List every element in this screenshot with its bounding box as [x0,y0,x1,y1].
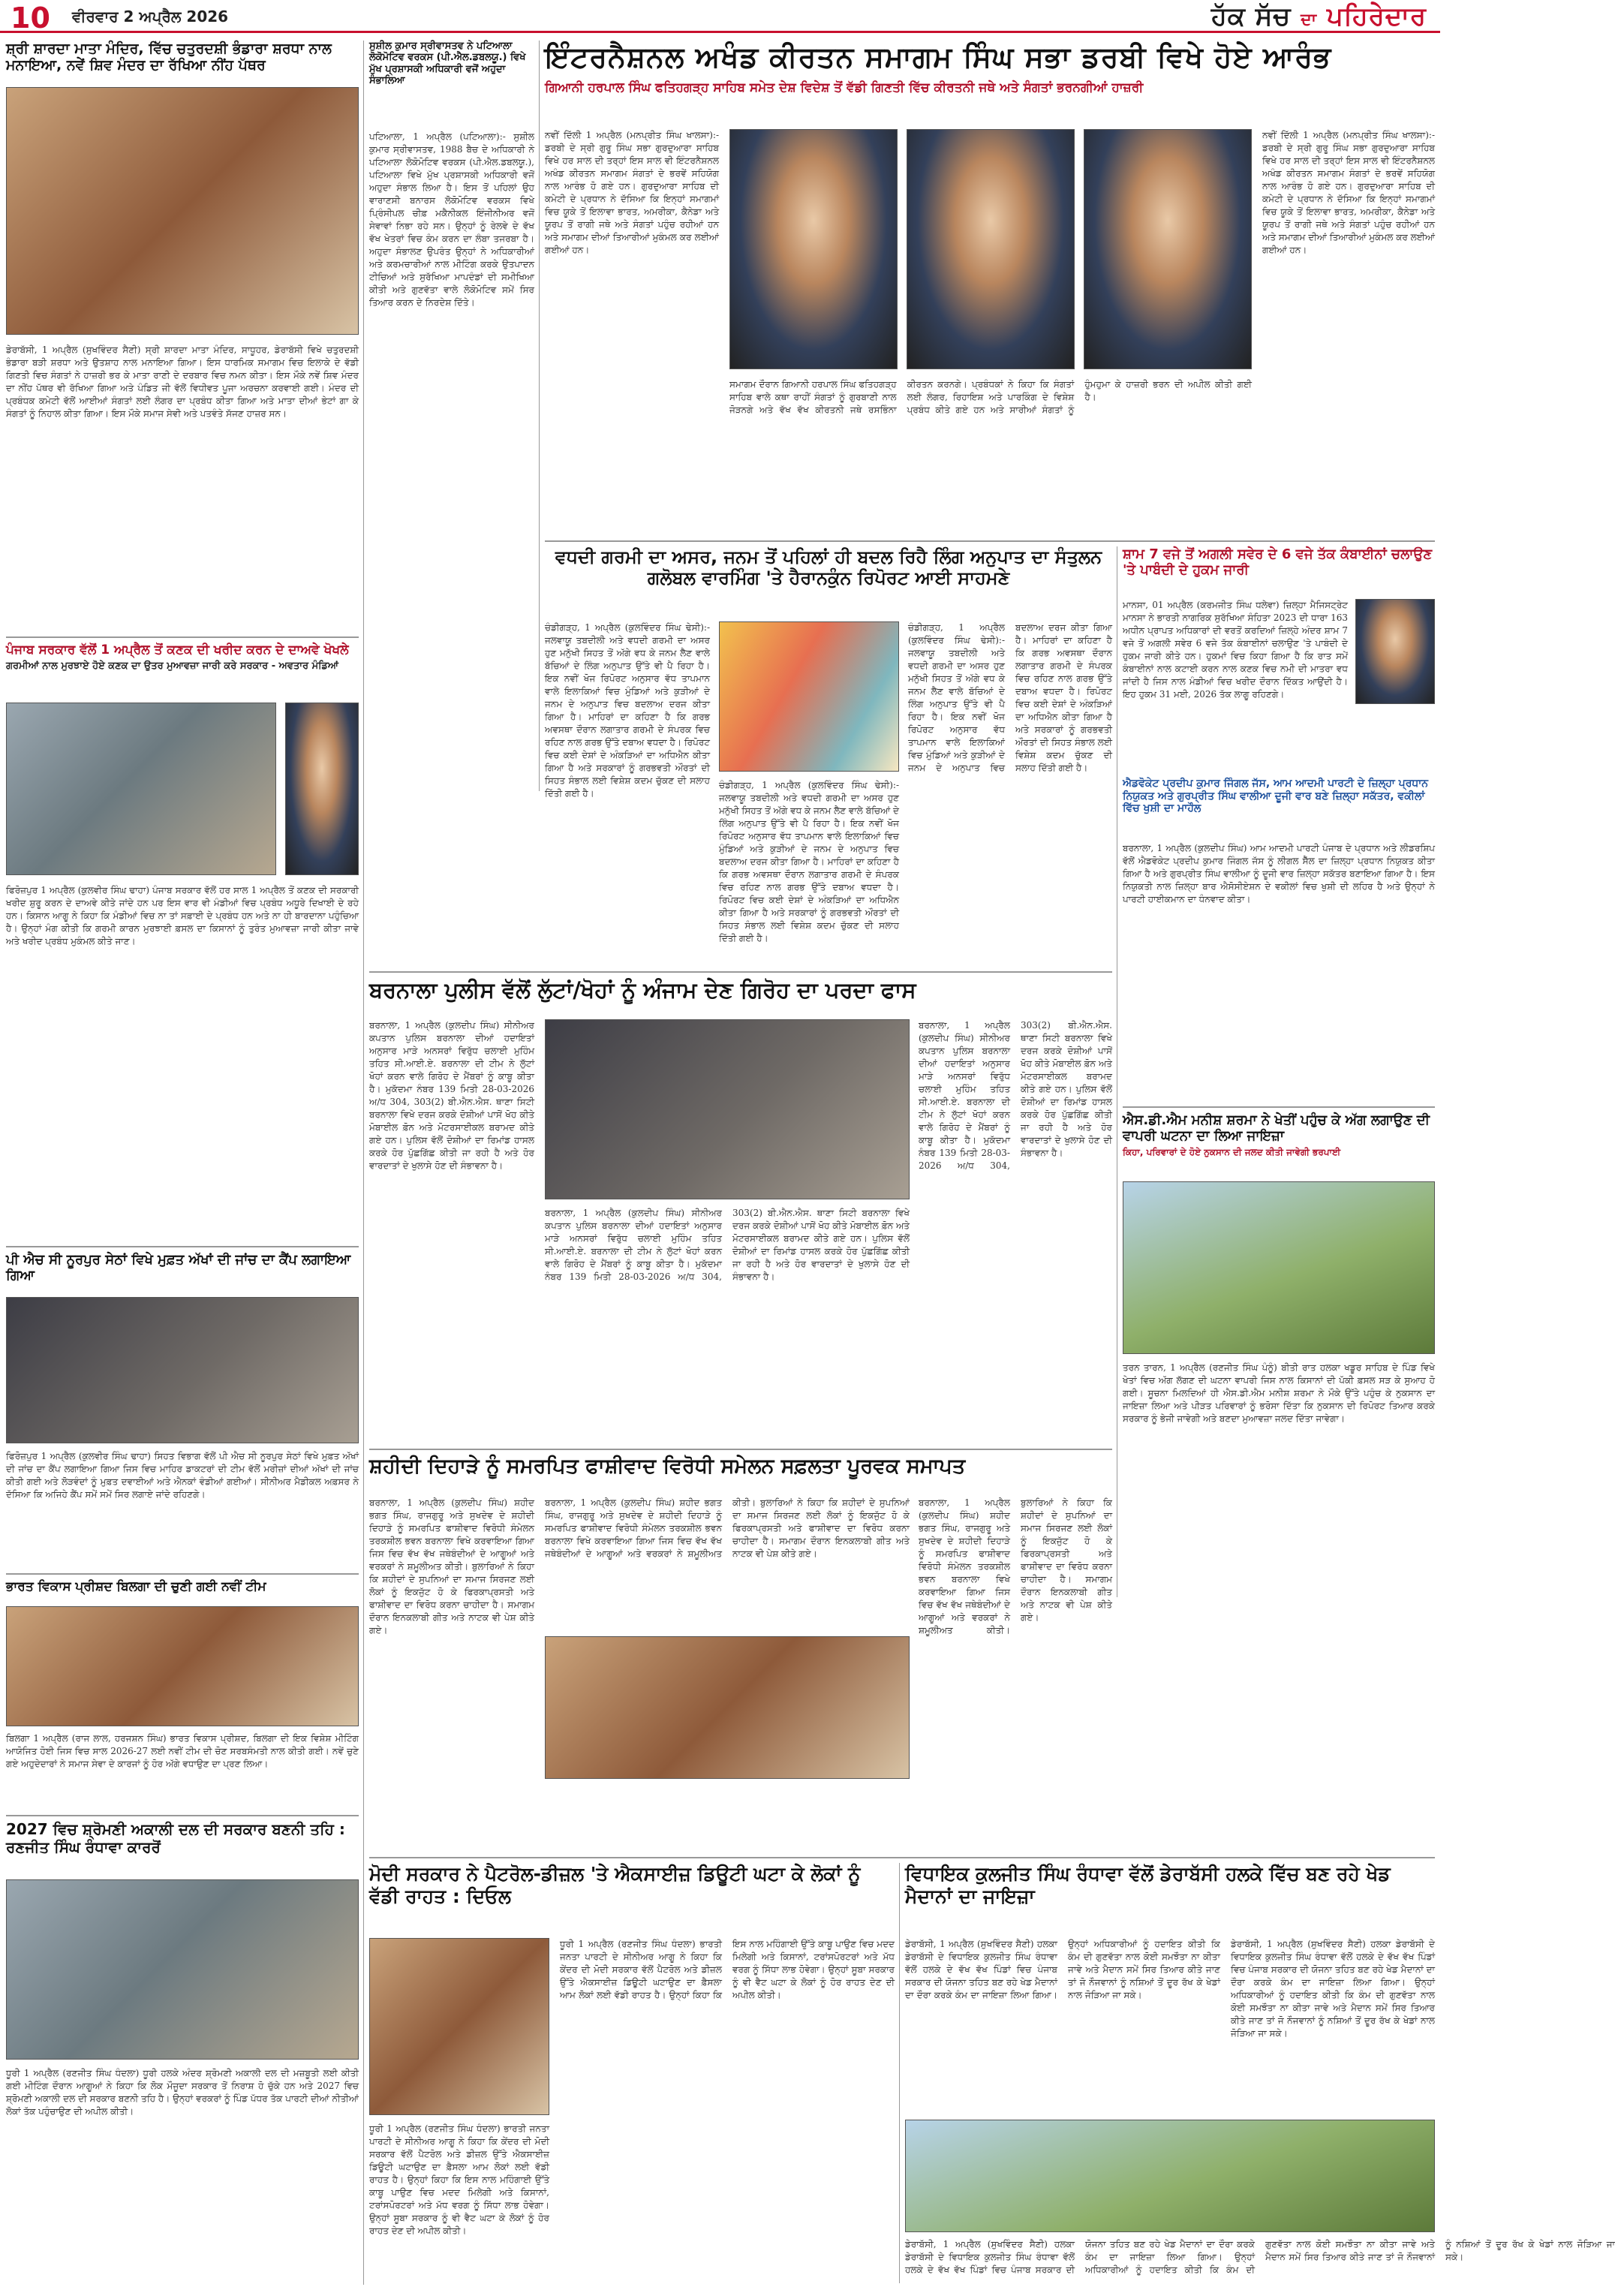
article-body: ਧੂਰੀ 1 ਅਪ੍ਰੈਲ (ਰਣਜੀਤ ਸਿੰਘ ਧੰਦਲਾ) ਧੂਰੀ ਹਲਕੇ ਅੰਦਰ ਸ਼੍ਰੋਮਣੀ ਅਕਾਲੀ ਦਲ ਦੀ ਮਜ਼ਬੂਤੀ ਲਈ ਕੀਤੀ ਗਈ ਮੀਟਿੰਗ ਦੌਰਾਨ ਆਗੂਆਂ ਨੇ ਕਿਹਾ ਕਿ ਲੋਕ ਮੌਜੂਦਾ ਸਰਕਾਰ ਤੋਂ ਨਿਰਾਸ਼ ਹੋ ਚੁੱਕੇ ਹਨ ਅਤੇ 2027 ਵਿਚ ਸ਼੍ਰੋਮਣੀ ਅਕਾਲੀ ਦਲ ਦੀ ਸਰਕਾਰ ਬਣਨੀ ਤਹਿ ਹੈ। ਉਨ੍ਹਾਂ ਵਰਕਰਾਂ ਨੂੰ ਪਿੰਡ ਪੱਧਰ ਤੱਕ ਪਾਰਟੀ ਦੀਆਂ ਨੀਤੀਆਂ ਲੋਕਾਂ ਤੱਕ ਪਹੁੰਚਾਉਣ ਦੀ ਅਪੀਲ ਕੀਤੀ। [6,2068,359,2117]
article-body-columns: ਚੰਡੀਗੜ੍ਹ, 1 ਅਪ੍ਰੈਲ (ਕੁਲਵਿੰਦਰ ਸਿੰਘ ਢੇਸੀ):- ਜਲਵਾਯੂ ਤਬਦੀਲੀ ਅਤੇ ਵਧਦੀ ਗਰਮੀ ਦਾ ਅਸਰ ਹੁਣ ਮਨੁੱਖੀ ਸਿਹਤ ਤੋਂ ਅੱਗੇ ਵਧ ਕੇ ਜਨਮ ਲੈਣ ਵਾਲੇ ਬੱਚਿਆਂ ਦੇ ਲਿੰਗ ਅਨੁਪਾਤ ਉੱਤੇ ਵੀ ਪੈ ਰਿਹਾ ਹੈ। ਇਕ ਨਵੀਂ ਖੋਜ ਰਿਪੋਰਟ ਅਨੁਸਾਰ ਵੱਧ ਤਾਪਮਾਨ ਵਾਲੇ ਇਲਾਕਿਆਂ ਵਿਚ ਮੁੰਡਿਆਂ ਅਤੇ ਕੁੜੀਆਂ ਦੇ ਜਨਮ ਦੇ ਅਨੁਪਾਤ ਵਿਚ ਬਦਲਾਅ ਦਰਜ ਕੀਤਾ ਗਿਆ ਹੈ। ਮਾਹਿਰਾਂ ਦਾ ਕਹਿਣਾ ਹੈ ਕਿ ਗਰਭ ਅਵਸਥਾ ਦੌਰਾਨ ਲਗਾਤਾਰ ਗਰਮੀ ਦੇ ਸੰਪਰਕ ਵਿਚ ਰਹਿਣ ਨਾਲ ਗਰਭ ਉੱਤੇ ਦਬਾਅ ਵਧਦਾ ਹੈ। ਰਿਪੋਰਟ ਵਿਚ ਕਈ ਦੇਸ਼ਾਂ ਦੇ ਅੰਕੜਿਆਂ ਦਾ ਅਧਿਐਨ ਕੀਤਾ ਗਿਆ ਹੈ ਅਤੇ ਸਰਕਾਰਾਂ ਨੂੰ ਗਰਭਵਤੀ ਔਰਤਾਂ ਦੀ ਸਿਹਤ ਸੰਭਾਲ ਲਈ ਵਿਸ਼ੇਸ਼ ਕਦਮ ਚੁੱਕਣ ਦੀ ਸਲਾਹ ਦਿੱਤੀ ਗਈ ਹੈ। [908,622,1112,773]
article-body: ਡੇਰਾਬੱਸੀ, 1 ਅਪ੍ਰੈਲ (ਸੁਖਵਿੰਦਰ ਸੈਣੀ) ਹਲਕਾ ਡੇਰਾਬੱਸੀ ਦੇ ਵਿਧਾਇਕ ਕੁਲਜੀਤ ਸਿੰਘ ਰੰਧਾਵਾ ਵੱਲੋਂ ਹਲਕੇ ਦੇ ਵੱਖ ਵੱਖ ਪਿੰਡਾਂ ਵਿਚ ਪੰਜਾਬ ਸਰਕਾਰ ਦੀ ਯੋਜਨਾ ਤਹਿਤ ਬਣ ਰਹੇ ਖੇਡ ਮੈਦਾਨਾਂ ਦਾ ਦੌਰਾ ਕਰਕੇ ਕੰਮ ਦਾ ਜਾਇਜ਼ਾ ਲਿਆ ਗਿਆ। ਉਨ੍ਹਾਂ ਅਧਿਕਾਰੀਆਂ ਨੂੰ ਹਦਾਇਤ ਕੀਤੀ ਕਿ ਕੰਮ ਦੀ ਗੁਣਵੱਤਾ ਨਾਲ ਕੋਈ ਸਮਝੌਤਾ ਨਾ ਕੀਤਾ ਜਾਵੇ ਅਤੇ ਮੈਦਾਨ ਸਮੇਂ ਸਿਰ ਤਿਆਰ ਕੀਤੇ ਜਾਣ ਤਾਂ ਜੋ ਨੌਜਵਾਨਾਂ ਨੂੰ ਨਸ਼ਿਆਂ ਤੋਂ ਦੂਰ ਰੱਖ ਕੇ ਖੇਡਾਂ ਨਾਲ ਜੋੜਿਆ ਜਾ ਸਕੇ। [905,1939,1220,2000]
article-sushil [369,41,534,941]
article-anti-fascism [369,1455,1112,1852]
headline: ਮੋਦੀ ਸਰਕਾਰ ਨੇ ਪੈਟਰੋਲ-ਡੀਜ਼ਲ 'ਤੇ ਐਕਸਾਈਜ਼ ਡਿਊਟੀ ਘਟਾ ਕੇ ਲੋਕਾਂ ਨੂੰ ਵੱਡੀ ਰਾਹਤ : ਦਿਓਲ [369,1863,861,1907]
article-body-columns: ਬਰਨਾਲਾ, 1 ਅਪ੍ਰੈਲ (ਕੁਲਦੀਪ ਸਿੰਘ) ਸ਼ਹੀਦ ਭਗਤ ਸਿੰਘ, ਰਾਜਗੁਰੂ ਅਤੇ ਸੁਖਦੇਵ ਦੇ ਸ਼ਹੀਦੀ ਦਿਹਾੜੇ ਨੂੰ ਸਮਰਪਿਤ ਫਾਸ਼ੀਵਾਦ ਵਿਰੋਧੀ ਸੰਮੇਲਨ ਤਰਕਸ਼ੀਲ ਭਵਨ ਬਰਨਾਲਾ ਵਿਖੇ ਕਰਵਾਇਆ ਗਿਆ ਜਿਸ ਵਿਚ ਵੱਖ ਵੱਖ ਜਥੇਬੰਦੀਆਂ ਦੇ ਆਗੂਆਂ ਅਤੇ ਵਰਕਰਾਂ ਨੇ ਸ਼ਮੂਲੀਅਤ ਕੀਤੀ। ਬੁਲਾਰਿਆਂ ਨੇ ਕਿਹਾ ਕਿ ਸ਼ਹੀਦਾਂ ਦੇ ਸੁਪਨਿਆਂ ਦਾ ਸਮਾਜ ਸਿਰਜਣ ਲਈ ਲੋਕਾਂ ਨੂੰ ਇਕਜੁੱਟ ਹੋ ਕੇ ਫਿਰਕਾਪ੍ਰਸਤੀ ਅਤੇ ਫਾਸ਼ੀਵਾਦ ਦਾ ਵਿਰੋਧ ਕਰਨਾ ਚਾਹੀਦਾ ਹੈ। ਸਮਾਗਮ ਦੌਰਾਨ ਇਨਕਲਾਬੀ ਗੀਤ ਅਤੇ ਨਾਟਕ ਵੀ ਪੇਸ਼ ਕੀਤੇ ਗਏ। [545,1497,910,1559]
article-body-part-2: ਸਮਾਗਮ ਦੌਰਾਨ ਗਿਆਨੀ ਹਰਪਾਲ ਸਿੰਘ ਫਤਿਹਗੜ੍ਹ ਸਾਹਿਬ ਵਾਲੇ ਕਥਾ ਰਾਹੀਂ ਸੰਗਤਾਂ ਨੂੰ ਗੁਰਬਾਣੀ ਨਾਲ ਜੋੜਨਗੇ ਅਤੇ ਵੱਖ ਵੱਖ ਕੀਰਤਨੀ ਜਥੇ ਰਸਭਿੰਨਾ ਕੀਰਤਨ ਕਰਨਗੇ। ਪ੍ਰਬੰਧਕਾਂ ਨੇ ਕਿਹਾ ਕਿ ਸੰਗਤਾਂ ਲਈ ਲੰਗਰ, ਰਿਹਾਇਸ਼ ਅਤੇ ਪਾਰਕਿੰਗ ਦੇ ਵਿਸ਼ੇਸ਼ ਪ੍ਰਬੰਧ ਕੀਤੇ ਗਏ ਹਨ ਅਤੇ ਸਾਰੀਆਂ ਸੰਗਤਾਂ ਨੂੰ ਹੁੰਮਹੁਮਾ ਕੇ ਹਾਜ਼ਰੀ ਭਰਨ ਦੀ ਅਪੀਲ ਕੀਤੀ ਗਈ ਹੈ। [729,379,1252,415]
article-body: ਫਿਰੋਜ਼ਪੁਰ 1 ਅਪ੍ਰੈਲ (ਕੁਲਵੀਰ ਸਿੰਘ ਢਾਹਾ) ਪੰਜਾਬ ਸਰਕਾਰ ਵੱਲੋਂ ਹਰ ਸਾਲ 1 ਅਪ੍ਰੈਲ ਤੋਂ ਕਣਕ ਦੀ ਸਰਕਾਰੀ ਖਰੀਦ ਸ਼ੁਰੂ ਕਰਨ ਦੇ ਦਾਅਵੇ ਕੀਤੇ ਜਾਂਦੇ ਹਨ ਪਰ ਇਸ ਵਾਰ ਵੀ ਮੰਡੀਆਂ ਵਿਚ ਪ੍ਰਬੰਧ ਅਧੂਰੇ ਦਿਖਾਈ ਦੇ ਰਹੇ ਹਨ। ਕਿਸਾਨ ਆਗੂ ਨੇ ਕਿਹਾ ਕਿ ਮੰਡੀਆਂ ਵਿਚ ਨਾ ਤਾਂ ਸਫ਼ਾਈ ਦੇ ਪ੍ਰਬੰਧ ਹਨ ਅਤੇ ਨਾ ਹੀ ਬਾਰਦਾਨਾ ਪਹੁੰਚਿਆ ਹੈ। ਉਨ੍ਹਾਂ ਮੰਗ ਕੀਤੀ ਕਿ ਗਰਮੀ ਕਾਰਨ ਮੁਰਝਾਈ ਫ਼ਸਲ ਦਾ ਕਿਸਾਨਾਂ ਨੂੰ ਤੁਰੰਤ ਮੁਆਵਜ਼ਾ ਜਾਰੀ ਕੀਤਾ ਜਾਵੇ ਅਤੇ ਖਰੀਦ ਪ੍ਰਬੰਧ ਮੁਕੰਮਲ ਕੀਤੇ ਜਾਣ। [6,885,359,946]
article-sports [905,1863,1615,2286]
article-body: ਬਰਨਾਲਾ, 1 ਅਪ੍ਰੈਲ (ਕੁਲਦੀਪ ਸਿੰਘ) ਸ਼ਹੀਦ ਭਗਤ ਸਿੰਘ, ਰਾਜਗੁਰੂ ਅਤੇ ਸੁਖਦੇਵ ਦੇ ਸ਼ਹੀਦੀ ਦਿਹਾੜੇ ਨੂੰ ਸਮਰਪਿਤ ਫਾਸ਼ੀਵਾਦ ਵਿਰੋਧੀ ਸੰਮੇਲਨ ਤਰਕਸ਼ੀਲ ਭਵਨ ਬਰਨਾਲਾ ਵਿਖੇ ਕਰਵਾਇਆ ਗਿਆ ਜਿਸ ਵਿਚ ਵੱਖ ਵੱਖ ਜਥੇਬੰਦੀਆਂ ਦੇ ਆਗੂਆਂ ਅਤੇ ਵਰਕਰਾਂ ਨੇ ਸ਼ਮੂਲੀਅਤ ਕੀਤੀ। ਬੁਲਾਰਿਆਂ ਨੇ ਕਿਹਾ ਕਿ ਸ਼ਹੀਦਾਂ ਦੇ ਸੁਪਨਿਆਂ ਦਾ ਸਮਾਜ ਸਿਰਜਣ ਲਈ ਲੋਕਾਂ ਨੂੰ ਇਕਜੁੱਟ ਹੋ ਕੇ ਫਿਰਕਾਪ੍ਰਸਤੀ ਅਤੇ ਫਾਸ਼ੀਵਾਦ ਦਾ ਵਿਰੋਧ ਕਰਨਾ ਚਾਹੀਦਾ ਹੈ। ਸਮਾਗਮ ਦੌਰਾਨ ਇਨਕਲਾਬੀ ਗੀਤ ਅਤੇ ਨਾਟਕ ਵੀ ਪੇਸ਼ ਕੀਤੇ ਗਏ। [369,1497,534,1635]
article-body-part-1: ਨਵੀਂ ਦਿੱਲੀ 1 ਅਪ੍ਰੈਲ (ਮਨਪ੍ਰੀਤ ਸਿੰਘ ਖਾਲਸਾ):- ਡਰਬੀ ਦੇ ਸ੍ਰੀ ਗੁਰੂ ਸਿੰਘ ਸਭਾ ਗੁਰਦੁਆਰਾ ਸਾਹਿਬ ਵਿਖੇ ਹਰ ਸਾਲ ਦੀ ਤਰ੍ਹਾਂ ਇਸ ਸਾਲ ਵੀ ਇੰਟਰਨੈਸ਼ਨਲ ਅਖੰਡ ਕੀਰਤਨ ਸਮਾਗਮ ਸੰਗਤਾਂ ਦੇ ਭਰਵੇਂ ਸਹਿਯੋਗ ਨਾਲ ਆਰੰਭ ਹੋ ਗਏ ਹਨ। ਗੁਰਦੁਆਰਾ ਸਾਹਿਬ ਦੀ ਕਮੇਟੀ ਦੇ ਪ੍ਰਧਾਨ ਨੇ ਦੱਸਿਆ ਕਿ ਇਨ੍ਹਾਂ ਸਮਾਗਮਾਂ ਵਿਚ ਯੂਕੇ ਤੋਂ ਇਲਾਵਾ ਭਾਰਤ, ਅਮਰੀਕਾ, ਕੈਨੇਡਾ ਅਤੇ ਯੂਰਪ ਤੋਂ ਰਾਗੀ ਜਥੇ ਅਤੇ ਸੰਗਤਾਂ ਪਹੁੰਚ ਰਹੀਆਂ ਹਨ ਅਤੇ ਸਮਾਗਮ ਦੀਆਂ ਤਿਆਰੀਆਂ ਮੁਕੰਮਲ ਕਰ ਲਈਆਂ ਗਈਆਂ ਹਨ। [545,130,719,255]
masthead [0,0,1440,33]
article-body-under-photo: ਬਰਨਾਲਾ, 1 ਅਪ੍ਰੈਲ (ਕੁਲਦੀਪ ਸਿੰਘ) ਸੀਨੀਅਰ ਕਪਤਾਨ ਪੁਲਿਸ ਬਰਨਾਲਾ ਦੀਆਂ ਹਦਾਇਤਾਂ ਅਨੁਸਾਰ ਮਾੜੇ ਅਨਸਰਾਂ ਵਿਰੁੱਧ ਚਲਾਈ ਮੁਹਿੰਮ ਤਹਿਤ ਸੀ.ਆਈ.ਏ. ਬਰਨਾਲਾ ਦੀ ਟੀਮ ਨੇ ਲੁੱਟਾਂ ਖੋਹਾਂ ਕਰਨ ਵਾਲੇ ਗਿਰੋਹ ਦੇ ਮੈਂਬਰਾਂ ਨੂੰ ਕਾਬੂ ਕੀਤਾ ਹੈ। ਮੁਕੱਦਮਾ ਨੰਬਰ 139 ਮਿਤੀ 28-03-2026 ਅ/ਧ 304, 303(2) ਬੀ.ਐਨ.ਐਸ. ਥਾਣਾ ਸਿਟੀ ਬਰਨਾਲਾ ਵਿਖੇ ਦਰਜ ਕਰਕੇ ਦੋਸ਼ੀਆਂ ਪਾਸੋਂ ਖੋਹ ਕੀਤੇ ਮੋਬਾਈਲ ਫ਼ੋਨ ਅਤੇ ਮੋਟਰਸਾਈਕਲ ਬਰਾਮਦ ਕੀਤੇ ਗਏ ਹਨ। ਪੁਲਿਸ ਵੱਲੋਂ ਦੋਸ਼ੀਆਂ ਦਾ ਰਿਮਾਂਡ ਹਾਸਲ ਕਰਕੇ ਹੋਰ ਪੁੱਛਗਿੱਛ ਕੀਤੀ ਜਾ ਰਹੀ ਹੈ ਅਤੇ ਹੋਰ ਵਾਰਦਾਤਾਂ ਦੇ ਖੁਲਾਸੇ ਹੋਣ ਦੀ ਸੰਭਾਵਨਾ ਹੈ। [545,1208,910,1282]
article-combine-ban [1123,546,1435,772]
headline: ਪੰਜਾਬ ਸਰਕਾਰ ਵੱਲੋਂ 1 ਅਪ੍ਰੈਲ ਤੋਂ ਕਣਕ ਦੀ ਖਰੀਦ ਕਰਨ ਦੇ ਦਾਅਵੇ ਖੋਖਲੇ [6,642,349,658]
headline: ਐਡਵੋਕੇਟ ਪ੍ਰਦੀਪ ਕੁਮਾਰ ਜਿੰਗਲ ਜੱਸ, ਆਮ ਆਦਮੀ ਪਾਰਟੀ ਦੇ ਜ਼ਿਲ੍ਹਾ ਪ੍ਰਧਾਨ ਨਿਯੁਕਤ ਅਤੇ ਗੁਰਪ੍ਰੀਤ ਸਿੰਘ ਵਾਲੀਆ ਦੂਜੀ ਵਾਰ ਬਣੇ ਜ਼ਿਲ੍ਹਾ ਸਕੱਤਰ, ਵਕੀਲਾਂ ਵਿੱਚ ਖੁਸ਼ੀ ਦਾ ਮਾਹੌਲ [1123,778,1428,815]
article-bharat-vikas [6,1579,359,1810]
field-fire-photo [1123,1181,1435,1354]
article-fire [1123,1112,1435,1593]
article-body: ਤਰਨ ਤਾਰਨ, 1 ਅਪ੍ਰੈਲ (ਰਣਜੀਤ ਸਿੰਘ ਪੰਨੂੰ) ਬੀਤੀ ਰਾਤ ਹਲਕਾ ਖਡੂਰ ਸਾਹਿਬ ਦੇ ਪਿੰਡ ਵਿਖੇ ਖੇਤਾਂ ਵਿਚ ਅੱਗ ਲੱਗਣ ਦੀ ਘਟਨਾ ਵਾਪਰੀ ਜਿਸ ਨਾਲ ਕਿਸਾਨਾਂ ਦੀ ਪੱਕੀ ਫ਼ਸਲ ਸੜ ਕੇ ਸੁਆਹ ਹੋ ਗਈ। ਸੂਚਨਾ ਮਿਲਦਿਆਂ ਹੀ ਐਸ.ਡੀ.ਐਮ ਮਨੀਸ਼ ਸ਼ਰਮਾ ਨੇ ਮੌਕੇ ਉੱਤੇ ਪਹੁੰਚ ਕੇ ਨੁਕਸਾਨ ਦਾ ਜਾਇਜ਼ਾ ਲਿਆ ਅਤੇ ਪੀੜਤ ਪਰਿਵਾਰਾਂ ਨੂੰ ਭਰੋਸਾ ਦਿੱਤਾ ਕਿ ਨੁਕਸਾਨ ਦੀ ਰਿਪੋਰਟ ਤਿਆਰ ਕਰਕੇ ਸਰਕਾਰ ਨੂੰ ਭੇਜੀ ਜਾਵੇਗੀ ਅਤੇ ਬਣਦਾ ਮੁਆਵਜ਼ਾ ਜਲਦ ਦਿੱਤਾ ਜਾਵੇਗਾ। [1123,1362,1435,1424]
headline: ਵਿਧਾਇਕ ਕੁਲਜੀਤ ਸਿੰਘ ਰੰਧਾਵਾ ਵੱਲੋਂ ਡੇਰਾਬੱਸੀ ਹਲਕੇ ਵਿੱਚ ਬਣ ਰਹੇ ਖੇਡ ਮੈਦਾਨਾਂ ਦਾ ਜਾਇਜ਼ਾ [905,1863,1391,1907]
headline: ਬਰਨਾਲਾ ਪੁਲੀਸ ਵੱਲੋਂ ਲੁੱਟਾਂ/ਖੋਹਾਂ ਨੂੰ ਅੰਜਾਮ ਦੇਣ ਗਿਰੋਹ ਦਾ ਪਰਦਾ ਫਾਸ [369,977,916,1003]
team-group-photo [6,1606,359,1726]
main-headline: ਇੰਟਰਨੈਸ਼ਨਲ ਅਖੰਡ ਕੀਰਤਨ ਸਮਾਗਮ ਸਿੰਘ ਸਭਾ ਡਰਬੀ ਵਿਖੇ ਹੋਏ ਆਰੰਭ [545,41,1332,74]
article-body-bottom: ਡੇਰਾਬੱਸੀ, 1 ਅਪ੍ਰੈਲ (ਸੁਖਵਿੰਦਰ ਸੈਣੀ) ਹਲਕਾ ਡੇਰਾਬੱਸੀ ਦੇ ਵਿਧਾਇਕ ਕੁਲਜੀਤ ਸਿੰਘ ਰੰਧਾਵਾ ਵੱਲੋਂ ਹਲਕੇ ਦੇ ਵੱਖ ਵੱਖ ਪਿੰਡਾਂ ਵਿਚ ਪੰਜਾਬ ਸਰਕਾਰ ਦੀ ਯੋਜਨਾ ਤਹਿਤ ਬਣ ਰਹੇ ਖੇਡ ਮੈਦਾਨਾਂ ਦਾ ਦੌਰਾ ਕਰਕੇ ਕੰਮ ਦਾ ਜਾਇਜ਼ਾ ਲਿਆ ਗਿਆ। ਉਨ੍ਹਾਂ ਅਧਿਕਾਰੀਆਂ ਨੂੰ ਹਦਾਇਤ ਕੀਤੀ ਕਿ ਕੰਮ ਦੀ ਗੁਣਵੱਤਾ ਨਾਲ ਕੋਈ ਸਮਝੌਤਾ ਨਾ ਕੀਤਾ ਜਾਵੇ ਅਤੇ ਮੈਦਾਨ ਸਮੇਂ ਸਿਰ ਤਿਆਰ ਕੀਤੇ ਜਾਣ ਤਾਂ ਜੋ ਨੌਜਵਾਨਾਂ ਨੂੰ ਨਸ਼ਿਆਂ ਤੋਂ ਦੂਰ ਰੱਖ ਕੇ ਖੇਡਾਂ ਨਾਲ ਜੋੜਿਆ ਜਾ ਸਕੇ। [905,2239,1615,2275]
divider [369,971,1112,973]
article-body-under-photo: ਧੂਰੀ 1 ਅਪ੍ਰੈਲ (ਰਣਜੀਤ ਸਿੰਘ ਧੰਦਲਾ) ਭਾਰਤੀ ਜਨਤਾ ਪਾਰਟੀ ਦੇ ਸੀਨੀਅਰ ਆਗੂ ਨੇ ਕਿਹਾ ਕਿ ਕੇਂਦਰ ਦੀ ਮੋਦੀ ਸਰਕਾਰ ਵੱਲੋਂ ਪੈਟਰੋਲ ਅਤੇ ਡੀਜ਼ਲ ਉੱਤੇ ਐਕਸਾਈਜ਼ ਡਿਊਟੀ ਘਟਾਉਣ ਦਾ ਫ਼ੈਸਲਾ ਆਮ ਲੋਕਾਂ ਲਈ ਵੱਡੀ ਰਾਹਤ ਹੈ। ਉਨ੍ਹਾਂ ਕਿਹਾ ਕਿ ਇਸ ਨਾਲ ਮਹਿੰਗਾਈ ਉੱਤੇ ਕਾਬੂ ਪਾਉਣ ਵਿਚ ਮਦਦ ਮਿਲੇਗੀ ਅਤੇ ਕਿਸਾਨਾਂ, ਟਰਾਂਸਪੋਰਟਰਾਂ ਅਤੇ ਮੱਧ ਵਰਗ ਨੂੰ ਸਿੱਧਾ ਲਾਭ ਹੋਵੇਗਾ। ਉਨ੍ਹਾਂ ਸੂਬਾ ਸਰਕਾਰ ਨੂੰ ਵੀ ਵੈਟ ਘਟਾ ਕੇ ਲੋਕਾਂ ਨੂੰ ਹੋਰ ਰਾਹਤ ਦੇਣ ਦੀ ਅਪੀਲ ਕੀਤੀ। [369,2123,549,2236]
divider [369,1449,1112,1450]
ragi-portrait-photo-1 [907,129,1075,369]
brand-link: ਦਾ [1301,10,1317,29]
article-body: ਬਰਨਾਲਾ, 1 ਅਪ੍ਰੈਲ (ਕੁਲਦੀਪ ਸਿੰਘ) ਆਮ ਆਦਮੀ ਪਾਰਟੀ ਪੰਜਾਬ ਦੇ ਪ੍ਰਧਾਨ ਅਤੇ ਲੀਡਰਸ਼ਿਪ ਵੱਲੋਂ ਐਡਵੋਕੇਟ ਪ੍ਰਦੀਪ ਕੁਮਾਰ ਜਿੰਗਲ ਜੱਸ ਨੂੰ ਲੀਗਲ ਸੈੱਲ ਦਾ ਜ਼ਿਲ੍ਹਾ ਪ੍ਰਧਾਨ ਨਿਯੁਕਤ ਕੀਤਾ ਗਿਆ ਹੈ ਅਤੇ ਗੁਰਪ੍ਰੀਤ ਸਿੰਘ ਵਾਲੀਆ ਨੂੰ ਦੂਜੀ ਵਾਰ ਜ਼ਿਲ੍ਹਾ ਸਕੱਤਰ ਬਣਾਇਆ ਗਿਆ ਹੈ। ਇਸ ਨਿਯੁਕਤੀ ਨਾਲ ਜ਼ਿਲ੍ਹਾ ਬਾਰ ਐਸੋਸੀਏਸ਼ਨ ਦੇ ਵਕੀਲਾਂ ਵਿਚ ਖੁਸ਼ੀ ਦੀ ਲਹਿਰ ਹੈ ਅਤੇ ਉਨ੍ਹਾਂ ਨੇ ਪਾਰਟੀ ਹਾਈਕਮਾਨ ਦਾ ਧੰਨਵਾਦ ਕੀਤਾ। [1123,843,1435,904]
police-arrest-photo [545,1019,910,1199]
article-body: ਮਾਨਸਾ, 01 ਅਪ੍ਰੈਲ (ਕਰਮਜੀਤ ਸਿੰਘ ਧਲੇਵਾ) ਜ਼ਿਲ੍ਹਾ ਮੈਜਿਸਟ੍ਰੇਟ ਮਾਨਸਾ ਨੇ ਭਾਰਤੀ ਨਾਗਰਿਕ ਸੁਰੱਖਿਆ ਸੰਹਿਤਾ 2023 ਦੀ ਧਾਰਾ 163 ਅਧੀਨ ਪ੍ਰਾਪਤ ਅਧਿਕਾਰਾਂ ਦੀ ਵਰਤੋਂ ਕਰਦਿਆਂ ਜ਼ਿਲ੍ਹੇ ਅੰਦਰ ਸ਼ਾਮ 7 ਵਜੇ ਤੋਂ ਅਗਲੀ ਸਵੇਰ 6 ਵਜੇ ਤੱਕ ਕੰਬਾਈਨਾਂ ਚਲਾਉਣ 'ਤੇ ਪਾਬੰਦੀ ਦੇ ਹੁਕਮ ਜਾਰੀ ਕੀਤੇ ਹਨ। ਹੁਕਮਾਂ ਵਿਚ ਕਿਹਾ ਗਿਆ ਹੈ ਕਿ ਰਾਤ ਸਮੇਂ ਕੰਬਾਈਨਾਂ ਨਾਲ ਕਟਾਈ ਕਰਨ ਨਾਲ ਕਣਕ ਵਿਚ ਨਮੀ ਦੀ ਮਾਤਰਾ ਵਧ ਜਾਂਦੀ ਹੈ ਜਿਸ ਨਾਲ ਮੰਡੀਆਂ ਵਿਚ ਖਰੀਦ ਦੌਰਾਨ ਦਿੱਕਤ ਆਉਂਦੀ ਹੈ। ਇਹ ਹੁਕਮ 31 ਮਈ, 2026 ਤੱਕ ਲਾਗੂ ਰਹਿਣਗੇ। [1123,600,1348,700]
temple-photo [6,87,359,335]
article-heat [545,546,1112,967]
giani-portrait-photo [729,129,898,369]
article-body-right: ਬਰਨਾਲਾ, 1 ਅਪ੍ਰੈਲ (ਕੁਲਦੀਪ ਸਿੰਘ) ਸ਼ਹੀਦ ਭਗਤ ਸਿੰਘ, ਰਾਜਗੁਰੂ ਅਤੇ ਸੁਖਦੇਵ ਦੇ ਸ਼ਹੀਦੀ ਦਿਹਾੜੇ ਨੂੰ ਸਮਰਪਿਤ ਫਾਸ਼ੀਵਾਦ ਵਿਰੋਧੀ ਸੰਮੇਲਨ ਤਰਕਸ਼ੀਲ ਭਵਨ ਬਰਨਾਲਾ ਵਿਖੇ ਕਰਵਾਇਆ ਗਿਆ ਜਿਸ ਵਿਚ ਵੱਖ ਵੱਖ ਜਥੇਬੰਦੀਆਂ ਦੇ ਆਗੂਆਂ ਅਤੇ ਵਰਕਰਾਂ ਨੇ ਸ਼ਮੂਲੀਅਤ ਕੀਤੀ। ਬੁਲਾਰਿਆਂ ਨੇ ਕਿਹਾ ਕਿ ਸ਼ਹੀਦਾਂ ਦੇ ਸੁਪਨਿਆਂ ਦਾ ਸਮਾਜ ਸਿਰਜਣ ਲਈ ਲੋਕਾਂ ਨੂੰ ਇਕਜੁੱਟ ਹੋ ਕੇ ਫਿਰਕਾਪ੍ਰਸਤੀ ਅਤੇ ਫਾਸ਼ੀਵਾਦ ਦਾ ਵਿਰੋਧ ਕਰਨਾ ਚਾਹੀਦਾ ਹੈ। ਸਮਾਗਮ ਦੌਰਾਨ ਇਨਕਲਾਬੀ ਗੀਤ ਅਤੇ ਨਾਟਕ ਵੀ ਪੇਸ਼ ਕੀਤੇ ਗਏ। [919,1497,1112,1635]
article-akali [6,1821,359,2286]
article-body-right: ਡੇਰਾਬੱਸੀ, 1 ਅਪ੍ਰੈਲ (ਸੁਖਵਿੰਦਰ ਸੈਣੀ) ਹਲਕਾ ਡੇਰਾਬੱਸੀ ਦੇ ਵਿਧਾਇਕ ਕੁਲਜੀਤ ਸਿੰਘ ਰੰਧਾਵਾ ਵੱਲੋਂ ਹਲਕੇ ਦੇ ਵੱਖ ਵੱਖ ਪਿੰਡਾਂ ਵਿਚ ਪੰਜਾਬ ਸਰਕਾਰ ਦੀ ਯੋਜਨਾ ਤਹਿਤ ਬਣ ਰਹੇ ਖੇਡ ਮੈਦਾਨਾਂ ਦਾ ਦੌਰਾ ਕਰਕੇ ਕੰਮ ਦਾ ਜਾਇਜ਼ਾ ਲਿਆ ਗਿਆ। ਉਨ੍ਹਾਂ ਅਧਿਕਾਰੀਆਂ ਨੂੰ ਹਦਾਇਤ ਕੀਤੀ ਕਿ ਕੰਮ ਦੀ ਗੁਣਵੱਤਾ ਨਾਲ ਕੋਈ ਸਮਝੌਤਾ ਨਾ ਕੀਤਾ ਜਾਵੇ ਅਤੇ ਮੈਦਾਨ ਸਮੇਂ ਸਿਰ ਤਿਆਰ ਕੀਤੇ ਜਾਣ ਤਾਂ ਜੋ ਨੌਜਵਾਨਾਂ ਨੂੰ ਨਸ਼ਿਆਂ ਤੋਂ ਦੂਰ ਰੱਖ ਕੇ ਖੇਡਾਂ ਨਾਲ ਜੋੜਿਆ ਜਾ ਸਕੇ। [1231,1939,1435,2039]
divider [6,1815,359,1816]
newspaper-logo [1211,2,1427,32]
headline: ਸ਼ਾਮ 7 ਵਜੇ ਤੋਂ ਅਗਲੀ ਸਵੇਰ ਦੇ 6 ਵਜੇ ਤੱਕ ਕੰਬਾਈਨਾਂ ਚਲਾਉਣ 'ਤੇ ਪਾਬੰਦੀ ਦੇ ਹੁਕਮ ਜਾਰੀ [1123,546,1433,579]
eye-camp-photo [6,1297,359,1443]
headline: 2027 ਵਿਚ ਸ਼੍ਰੋਮਣੀ ਅਕਾਲੀ ਦਲ ਦੀ ਸਰਕਾਰ ਬਣਨੀ ਤਹਿ : ਰਣਜੀਤ ਸਿੰਘ ਰੰਧਾਵਾ ਕਾਰਰੋਂ [6,1820,345,1856]
article-body-part-3: ਨਵੀਂ ਦਿੱਲੀ 1 ਅਪ੍ਰੈਲ (ਮਨਪ੍ਰੀਤ ਸਿੰਘ ਖਾਲਸਾ):- ਡਰਬੀ ਦੇ ਸ੍ਰੀ ਗੁਰੂ ਸਿੰਘ ਸਭਾ ਗੁਰਦੁਆਰਾ ਸਾਹਿਬ ਵਿਖੇ ਹਰ ਸਾਲ ਦੀ ਤਰ੍ਹਾਂ ਇਸ ਸਾਲ ਵੀ ਇੰਟਰਨੈਸ਼ਨਲ ਅਖੰਡ ਕੀਰਤਨ ਸਮਾਗਮ ਸੰਗਤਾਂ ਦੇ ਭਰਵੇਂ ਸਹਿਯੋਗ ਨਾਲ ਆਰੰਭ ਹੋ ਗਏ ਹਨ। ਗੁਰਦੁਆਰਾ ਸਾਹਿਬ ਦੀ ਕਮੇਟੀ ਦੇ ਪ੍ਰਧਾਨ ਨੇ ਦੱਸਿਆ ਕਿ ਇਨ੍ਹਾਂ ਸਮਾਗਮਾਂ ਵਿਚ ਯੂਕੇ ਤੋਂ ਇਲਾਵਾ ਭਾਰਤ, ਅਮਰੀਕਾ, ਕੈਨੇਡਾ ਅਤੇ ਯੂਰਪ ਤੋਂ ਰਾਗੀ ਜਥੇ ਅਤੇ ਸੰਗਤਾਂ ਪਹੁੰਚ ਰਹੀਆਂ ਹਨ ਅਤੇ ਸਮਾਗਮ ਦੀਆਂ ਤਿਆਰੀਆਂ ਮੁਕੰਮਲ ਕਰ ਲਈਆਂ ਗਈਆਂ ਹਨ। [1262,130,1435,255]
divider [6,636,359,638]
headline: ਐਸ.ਡੀ.ਐਮ ਮਨੀਸ਼ ਸ਼ਰਮਾ ਨੇ ਖੇਤੀਂ ਪਹੁੰਚ ਕੇ ਅੱਗ ਲਗਾਉਣ ਦੀ ਵਾਪਰੀ ਘਟਨਾ ਦਾ ਲਿਆ ਜਾਇਜ਼ਾ [1123,1112,1430,1145]
global-warming-illustration [719,621,899,772]
headline: ਪੀ ਐਚ ਸੀ ਨੂਰਪੁਰ ਸੇਠਾਂ ਵਿਖੇ ਮੁਫ਼ਤ ਅੱਖਾਂ ਦੀ ਜਾਂਚ ਦਾ ਕੈਂਪ ਲਗਾਇਆ ਗਿਆ [6,1252,351,1284]
subheadline: ਕਿਹਾ, ਪਰਿਵਾਰਾਂ ਦੇ ਹੋਏ ਨੁਕਸਾਨ ਦੀ ਜਲਦ ਕੀਤੀ ਜਾਵੇਗੀ ਭਰਪਾਈ [1123,1147,1341,1158]
article-body: ਚੰਡੀਗੜ੍ਹ, 1 ਅਪ੍ਰੈਲ (ਕੁਲਵਿੰਦਰ ਸਿੰਘ ਢੇਸੀ):- ਜਲਵਾਯੂ ਤਬਦੀਲੀ ਅਤੇ ਵਧਦੀ ਗਰਮੀ ਦਾ ਅਸਰ ਹੁਣ ਮਨੁੱਖੀ ਸਿਹਤ ਤੋਂ ਅੱਗੇ ਵਧ ਕੇ ਜਨਮ ਲੈਣ ਵਾਲੇ ਬੱਚਿਆਂ ਦੇ ਲਿੰਗ ਅਨੁਪਾਤ ਉੱਤੇ ਵੀ ਪੈ ਰਿਹਾ ਹੈ। ਇਕ ਨਵੀਂ ਖੋਜ ਰਿਪੋਰਟ ਅਨੁਸਾਰ ਵੱਧ ਤਾਪਮਾਨ ਵਾਲੇ ਇਲਾਕਿਆਂ ਵਿਚ ਮੁੰਡਿਆਂ ਅਤੇ ਕੁੜੀਆਂ ਦੇ ਜਨਮ ਦੇ ਅਨੁਪਾਤ ਵਿਚ ਬਦਲਾਅ ਦਰਜ ਕੀਤਾ ਗਿਆ ਹੈ। ਮਾਹਿਰਾਂ ਦਾ ਕਹਿਣਾ ਹੈ ਕਿ ਗਰਭ ਅਵਸਥਾ ਦੌਰਾਨ ਲਗਾਤਾਰ ਗਰਮੀ ਦੇ ਸੰਪਰਕ ਵਿਚ ਰਹਿਣ ਨਾਲ ਗਰਭ ਉੱਤੇ ਦਬਾਅ ਵਧਦਾ ਹੈ। ਰਿਪੋਰਟ ਵਿਚ ਕਈ ਦੇਸ਼ਾਂ ਦੇ ਅੰਕੜਿਆਂ ਦਾ ਅਧਿਐਨ ਕੀਤਾ ਗਿਆ ਹੈ ਅਤੇ ਸਰਕਾਰਾਂ ਨੂੰ ਗਰਭਵਤੀ ਔਰਤਾਂ ਦੀ ਸਿਹਤ ਸੰਭਾਲ ਲਈ ਵਿਸ਼ੇਸ਼ ਕਦਮ ਚੁੱਕਣ ਦੀ ਸਲਾਹ ਦਿੱਤੀ ਗਈ ਹੈ। [545,622,710,799]
divider [545,540,1435,542]
article-wheat [6,642,359,1243]
meeting-photo [6,1879,359,2060]
article-modi [369,1863,895,2286]
article-advocate [1123,778,1435,1102]
playground-inspection-photo [905,2120,1435,2232]
headline: ਵਧਦੀ ਗਰਮੀ ਦਾ ਅਸਰ, ਜਨਮ ਤੋਂ ਪਹਿਲਾਂ ਹੀ ਬਦਲ ਰਿਹੈ ਲਿੰਗ ਅਨੁਪਾਤ ਦਾ ਸੰਤੁਲਨ ਗਲੋਬਲ ਵਾਰਮਿੰਗ 'ਤੇ ਹੈਰਾਨਕੁੰਨ ਰਿਪੋਰਟ ਆਈ ਸਾਹਮਣੇ [555,546,1102,589]
article-barnala-police [369,977,1112,1443]
article-body: ਡੇਰਾਬੱਸੀ, 1 ਅਪ੍ਰੈਲ (ਸੁਖਵਿੰਦਰ ਸੈਣੀ) ਸ੍ਰੀ ਸ਼ਾਰਦਾ ਮਾਤਾ ਮੰਦਿਰ, ਸਾਧੂਹਰ, ਡੇਰਾਬੱਸੀ ਵਿਖੇ ਚਤੁਰਦਸ਼ੀ ਭੰਡਾਰਾ ਬੜੀ ਸ਼ਰਧਾ ਅਤੇ ਉਤਸ਼ਾਹ ਨਾਲ ਮਨਾਇਆ ਗਿਆ। ਇਸ ਧਾਰਮਿਕ ਸਮਾਗਮ ਵਿਚ ਇਲਾਕੇ ਦੇ ਵੱਡੀ ਗਿਣਤੀ ਵਿਚ ਸੰਗਤਾਂ ਨੇ ਹਾਜ਼ਰੀ ਭਰ ਕੇ ਮਾਤਾ ਰਾਣੀ ਦੇ ਦਰਬਾਰ ਵਿਚ ਨਮਨ ਕੀਤਾ। ਇਸ ਮੌਕੇ ਨਵੇਂ ਸ਼ਿਵ ਮੰਦਰ ਦਾ ਨੀਂਹ ਪੱਥਰ ਵੀ ਰੱਖਿਆ ਗਿਆ ਅਤੇ ਪੰਡਿਤ ਜੀ ਵੱਲੋਂ ਵਿਧੀਵਤ ਪੂਜਾ ਅਰਚਨਾ ਕਰਵਾਈ ਗਈ। ਮੰਦਰ ਦੀ ਪ੍ਰਬੰਧਕ ਕਮੇਟੀ ਵੱਲੋਂ ਆਈਆਂ ਸੰਗਤਾਂ ਲਈ ਲੰਗਰ ਦਾ ਪ੍ਰਬੰਧ ਕੀਤਾ ਗਿਆ ਅਤੇ ਮਾਤਾ ਦੀਆਂ ਭੇਟਾਂ ਗਾ ਕੇ ਸੰਗਤਾਂ ਨੂੰ ਨਿਹਾਲ ਕੀਤਾ ਗਿਆ। ਇਸ ਮੌਕੇ ਸਮਾਜ ਸੇਵੀ ਅਤੇ ਪਤਵੰਤੇ ਸੱਜਣ ਹਾਜ਼ਰ ਸਨ। [6,345,359,419]
brand-main: ਹੱਕ ਸੱਚ [1210,2,1292,32]
divider [6,1246,359,1247]
seminar-stage-photo [545,1636,910,1779]
article-body: ਫਿਰੋਜ਼ਪੁਰ 1 ਅਪ੍ਰੈਲ (ਕੁਲਵੀਰ ਸਿੰਘ ਢਾਹਾ) ਸਿਹਤ ਵਿਭਾਗ ਵੱਲੋਂ ਪੀ ਐਚ ਸੀ ਨੂਰਪੁਰ ਸੇਠਾਂ ਵਿਖੇ ਮੁਫ਼ਤ ਅੱਖਾਂ ਦੀ ਜਾਂਚ ਦਾ ਕੈਂਪ ਲਗਾਇਆ ਗਿਆ ਜਿਸ ਵਿਚ ਮਾਹਿਰ ਡਾਕਟਰਾਂ ਦੀ ਟੀਮ ਵੱਲੋਂ ਮਰੀਜ਼ਾਂ ਦੀਆਂ ਅੱਖਾਂ ਦੀ ਜਾਂਚ ਕੀਤੀ ਗਈ ਅਤੇ ਲੋੜਵੰਦਾਂ ਨੂੰ ਮੁਫ਼ਤ ਦਵਾਈਆਂ ਅਤੇ ਐਨਕਾਂ ਵੰਡੀਆਂ ਗਈਆਂ। ਸੀਨੀਅਰ ਮੈਡੀਕਲ ਅਫ਼ਸਰ ਨੇ ਦੱਸਿਆ ਕਿ ਅਜਿਹੇ ਕੈਂਪ ਸਮੇਂ ਸਮੇਂ ਸਿਰ ਲਗਾਏ ਜਾਂਦੇ ਰਹਿਣਗੇ। [6,1451,359,1500]
page-number: 10 [11,2,50,35]
column-divider [899,1863,900,2283]
article-body-continued: ਚੰਡੀਗੜ੍ਹ, 1 ਅਪ੍ਰੈਲ (ਕੁਲਵਿੰਦਰ ਸਿੰਘ ਢੇਸੀ):- ਜਲਵਾਯੂ ਤਬਦੀਲੀ ਅਤੇ ਵਧਦੀ ਗਰਮੀ ਦਾ ਅਸਰ ਹੁਣ ਮਨੁੱਖੀ ਸਿਹਤ ਤੋਂ ਅੱਗੇ ਵਧ ਕੇ ਜਨਮ ਲੈਣ ਵਾਲੇ ਬੱਚਿਆਂ ਦੇ ਲਿੰਗ ਅਨੁਪਾਤ ਉੱਤੇ ਵੀ ਪੈ ਰਿਹਾ ਹੈ। ਇਕ ਨਵੀਂ ਖੋਜ ਰਿਪੋਰਟ ਅਨੁਸਾਰ ਵੱਧ ਤਾਪਮਾਨ ਵਾਲੇ ਇਲਾਕਿਆਂ ਵਿਚ ਮੁੰਡਿਆਂ ਅਤੇ ਕੁੜੀਆਂ ਦੇ ਜਨਮ ਦੇ ਅਨੁਪਾਤ ਵਿਚ ਬਦਲਾਅ ਦਰਜ ਕੀਤਾ ਗਿਆ ਹੈ। ਮਾਹਿਰਾਂ ਦਾ ਕਹਿਣਾ ਹੈ ਕਿ ਗਰਭ ਅਵਸਥਾ ਦੌਰਾਨ ਲਗਾਤਾਰ ਗਰਮੀ ਦੇ ਸੰਪਰਕ ਵਿਚ ਰਹਿਣ ਨਾਲ ਗਰਭ ਉੱਤੇ ਦਬਾਅ ਵਧਦਾ ਹੈ। ਰਿਪੋਰਟ ਵਿਚ ਕਈ ਦੇਸ਼ਾਂ ਦੇ ਅੰਕੜਿਆਂ ਦਾ ਅਧਿਐਨ ਕੀਤਾ ਗਿਆ ਹੈ ਅਤੇ ਸਰਕਾਰਾਂ ਨੂੰ ਗਰਭਵਤੀ ਔਰਤਾਂ ਦੀ ਸਿਹਤ ਸੰਭਾਲ ਲਈ ਵਿਸ਼ੇਸ਼ ਕਦਮ ਚੁੱਕਣ ਦੀ ਸਲਾਹ ਦਿੱਤੀ ਗਈ ਹੈ। [719,780,899,943]
official-portrait-photo [1355,599,1435,704]
article-temple [6,41,359,633]
article-body: ਧੂਰੀ 1 ਅਪ੍ਰੈਲ (ਰਣਜੀਤ ਸਿੰਘ ਧੰਦਲਾ) ਭਾਰਤੀ ਜਨਤਾ ਪਾਰਟੀ ਦੇ ਸੀਨੀਅਰ ਆਗੂ ਨੇ ਕਿਹਾ ਕਿ ਕੇਂਦਰ ਦੀ ਮੋਦੀ ਸਰਕਾਰ ਵੱਲੋਂ ਪੈਟਰੋਲ ਅਤੇ ਡੀਜ਼ਲ ਉੱਤੇ ਐਕਸਾਈਜ਼ ਡਿਊਟੀ ਘਟਾਉਣ ਦਾ ਫ਼ੈਸਲਾ ਆਮ ਲੋਕਾਂ ਲਈ ਵੱਡੀ ਰਾਹਤ ਹੈ। ਉਨ੍ਹਾਂ ਕਿਹਾ ਕਿ ਇਸ ਨਾਲ ਮਹਿੰਗਾਈ ਉੱਤੇ ਕਾਬੂ ਪਾਉਣ ਵਿਚ ਮਦਦ ਮਿਲੇਗੀ ਅਤੇ ਕਿਸਾਨਾਂ, ਟਰਾਂਸਪੋਰਟਰਾਂ ਅਤੇ ਮੱਧ ਵਰਗ ਨੂੰ ਸਿੱਧਾ ਲਾਭ ਹੋਵੇਗਾ। ਉਨ੍ਹਾਂ ਸੂਬਾ ਸਰਕਾਰ ਨੂੰ ਵੀ ਵੈਟ ਘਟਾ ਕੇ ਲੋਕਾਂ ਨੂੰ ਹੋਰ ਰਾਹਤ ਦੇਣ ਦੀ ਅਪੀਲ ਕੀਤੀ। [560,1939,895,2000]
article-body: ਪਟਿਆਲਾ, 1 ਅਪ੍ਰੈਲ (ਪਟਿਆਲਾ):- ਸੁਸ਼ੀਲ ਕੁਮਾਰ ਸ੍ਰੀਵਾਸਤਵ, 1988 ਬੈਚ ਦੇ ਅਧਿਕਾਰੀ ਨੇ ਪਟਿਆਲਾ ਲੋਕੋਮੋਟਿਵ ਵਰਕਸ (ਪੀ.ਐਲ.ਡਬਲਯੂ.), ਪਟਿਆਲਾ ਵਿਖੇ ਮੁੱਖ ਪ੍ਰਸ਼ਾਸਕੀ ਅਧਿਕਾਰੀ ਵਜੋਂ ਅਹੁਦਾ ਸੰਭਾਲ ਲਿਆ ਹੈ। ਇਸ ਤੋਂ ਪਹਿਲਾਂ ਉਹ ਵਾਰਾਣਸੀ ਬਨਾਰਸ ਲੋਕੋਮੋਟਿਵ ਵਰਕਸ ਵਿਖੇ ਪ੍ਰਿੰਸੀਪਲ ਚੀਫ਼ ਮਕੈਨੀਕਲ ਇੰਜੀਨੀਅਰ ਵਜੋਂ ਸੇਵਾਵਾਂ ਨਿਭਾ ਰਹੇ ਸਨ। ਉਨ੍ਹਾਂ ਨੂੰ ਰੇਲਵੇ ਦੇ ਵੱਖ ਵੱਖ ਖੇਤਰਾਂ ਵਿਚ ਕੰਮ ਕਰਨ ਦਾ ਲੰਬਾ ਤਜਰਬਾ ਹੈ। ਅਹੁਦਾ ਸੰਭਾਲਣ ਉਪਰੰਤ ਉਨ੍ਹਾਂ ਨੇ ਅਧਿਕਾਰੀਆਂ ਅਤੇ ਕਰਮਚਾਰੀਆਂ ਨਾਲ ਮੀਟਿੰਗ ਕਰਕੇ ਉਤਪਾਦਨ ਟੀਚਿਆਂ ਅਤੇ ਸੁਰੱਖਿਆ ਮਾਪਦੰਡਾਂ ਦੀ ਸਮੀਖਿਆ ਕੀਤੀ ਅਤੇ ਗੁਣਵੱਤਾ ਵਾਲੇ ਲੋਕੋਮੋਟਿਵ ਸਮੇਂ ਸਿਰ ਤਿਆਰ ਕਰਨ ਦੇ ਨਿਰਦੇਸ਼ ਦਿੱਤੇ। [369,131,534,308]
subheadline: ਗਿਆਨੀ ਹਰਪਾਲ ਸਿੰਘ ਫਤਿਹਗੜ੍ਹ ਸਾਹਿਬ ਸਮੇਤ ਦੇਸ਼ ਵਿਦੇਸ਼ ਤੋਂ ਵੱਡੀ ਗਿਣਤੀ ਵਿੱਚ ਕੀਰਤਨੀ ਜਥੇ ਅਤੇ ਸੰਗਤਾਂ ਭਰਨਗੀਆਂ ਹਾਜ਼ਰੀ [545,80,1144,95]
ragi-portrait-photo-2 [1084,129,1252,369]
divider [1123,1106,1435,1108]
article-body: ਬਿਲਗਾ 1 ਅਪ੍ਰੈਲ (ਰਾਜ ਲਾਲ, ਹਰਜਸ਼ਨ ਸਿੰਘ) ਭਾਰਤ ਵਿਕਾਸ ਪ੍ਰੀਸ਼ਦ, ਬਿਲਗਾ ਦੀ ਇਕ ਵਿਸ਼ੇਸ਼ ਮੀਟਿੰਗ ਆਯੋਜਿਤ ਹੋਈ ਜਿਸ ਵਿਚ ਸਾਲ 2026-27 ਲਈ ਨਵੀਂ ਟੀਮ ਦੀ ਚੋਣ ਸਰਬਸੰਮਤੀ ਨਾਲ ਕੀਤੀ ਗਈ। ਨਵੇਂ ਚੁਣੇ ਗਏ ਅਹੁਦੇਦਾਰਾਂ ਨੇ ਸਮਾਜ ਸੇਵਾ ਦੇ ਕਾਰਜਾਂ ਨੂੰ ਹੋਰ ਅੱਗੇ ਵਧਾਉਣ ਦਾ ਪ੍ਰਣ ਲਿਆ। [6,1733,359,1769]
headline: ਸੁਸ਼ੀਲ ਕੁਮਾਰ ਸ੍ਰੀਵਾਸਤਵ ਨੇ ਪਟਿਆਲਾ ਲੋਕੋਮੋਟਿਵ ਵਰਕਸ (ਪੀ.ਐਲ.ਡਬਲਯੂ.) ਵਿਖੇ ਮੁੱਖ ਪ੍ਰਸ਼ਾਸਕੀ ਅਧਿਕਾਰੀ ਵਜੋਂ ਅਹੁਦਾ ਸੰਭਾਲਿਆ [369,41,526,86]
grain-market-photo [6,703,276,875]
divider [6,1573,359,1575]
dateline: ਵੀਰਵਾਰ 2 ਅਪ੍ਰੈਲ 2026 [72,8,229,26]
column-divider [539,41,540,791]
article-body-right: ਬਰਨਾਲਾ, 1 ਅਪ੍ਰੈਲ (ਕੁਲਦੀਪ ਸਿੰਘ) ਸੀਨੀਅਰ ਕਪਤਾਨ ਪੁਲਿਸ ਬਰਨਾਲਾ ਦੀਆਂ ਹਦਾਇਤਾਂ ਅਨੁਸਾਰ ਮਾੜੇ ਅਨਸਰਾਂ ਵਿਰੁੱਧ ਚਲਾਈ ਮੁਹਿੰਮ ਤਹਿਤ ਸੀ.ਆਈ.ਏ. ਬਰਨਾਲਾ ਦੀ ਟੀਮ ਨੇ ਲੁੱਟਾਂ ਖੋਹਾਂ ਕਰਨ ਵਾਲੇ ਗਿਰੋਹ ਦੇ ਮੈਂਬਰਾਂ ਨੂੰ ਕਾਬੂ ਕੀਤਾ ਹੈ। ਮੁਕੱਦਮਾ ਨੰਬਰ 139 ਮਿਤੀ 28-03-2026 ਅ/ਧ 304, 303(2) ਬੀ.ਐਨ.ਐਸ. ਥਾਣਾ ਸਿਟੀ ਬਰਨਾਲਾ ਵਿਖੇ ਦਰਜ ਕਰਕੇ ਦੋਸ਼ੀਆਂ ਪਾਸੋਂ ਖੋਹ ਕੀਤੇ ਮੋਬਾਈਲ ਫ਼ੋਨ ਅਤੇ ਮੋਟਰਸਾਈਕਲ ਬਰਾਮਦ ਕੀਤੇ ਗਏ ਹਨ। ਪੁਲਿਸ ਵੱਲੋਂ ਦੋਸ਼ੀਆਂ ਦਾ ਰਿਮਾਂਡ ਹਾਸਲ ਕਰਕੇ ਹੋਰ ਪੁੱਛਗਿੱਛ ਕੀਤੀ ਜਾ ਰਹੀ ਹੈ ਅਤੇ ਹੋਰ ਵਾਰਦਾਤਾਂ ਦੇ ਖੁਲਾਸੇ ਹੋਣ ਦੀ ਸੰਭਾਵਨਾ ਹੈ। [919,1020,1112,1171]
headline: ਭਾਰਤ ਵਿਕਾਸ ਪ੍ਰੀਸ਼ਦ ਬਿਲਗਾ ਦੀ ਚੁਣੀ ਗਈ ਨਵੀਂ ਟੀਮ [6,1579,266,1594]
headline: ਸ਼ਹੀਦੀ ਦਿਹਾੜੇ ਨੂੰ ਸਮਰਪਿਤ ਫਾਸ਼ੀਵਾਦ ਵਿਰੋਧੀ ਸਮੇਲਨ ਸਫ਼ਲਤਾ ਪੂਰਵਕ ਸਮਾਪਤ [369,1455,966,1478]
article-eye-camp [6,1252,359,1567]
farmer-portrait-photo [285,703,359,875]
subheadline: ਗਰਮੀਆਂ ਨਾਲ ਮੁਰਝਾਏ ਹੋਏ ਕਣਕ ਦਾ ਉਤਰ ਮੁਆਵਜ਼ਾ ਜਾਰੀ ਕਰੇ ਸਰਕਾਰ - ਅਵਤਾਰ ਮੰਡਿਆਂ [6,661,338,673]
column-divider [363,41,364,2285]
headline: ਸ਼੍ਰੀ ਸ਼ਾਰਦਾ ਮਾਤਾ ਮੰਦਿਰ, ਵਿੱਚ ਚਤੁਰਦਸ਼ੀ ਭੰਡਾਰਾ ਸ਼ਰਧਾ ਨਾਲ ਮਨਾਇਆ, ਨਵੇਂ ਸ਼ਿਵ ਮੰਦਰ ਦਾ ਰੱਖਿਆ ਨੀਂਹ ਪੱਥਰ [6,41,332,74]
brand-end: ਪਹਿਰੇਦਾਰ [1326,2,1427,32]
bjp-leaders-photo [369,1938,549,2115]
divider [369,1857,1435,1858]
article-body: ਬਰਨਾਲਾ, 1 ਅਪ੍ਰੈਲ (ਕੁਲਦੀਪ ਸਿੰਘ) ਸੀਨੀਅਰ ਕਪਤਾਨ ਪੁਲਿਸ ਬਰਨਾਲਾ ਦੀਆਂ ਹਦਾਇਤਾਂ ਅਨੁਸਾਰ ਮਾੜੇ ਅਨਸਰਾਂ ਵਿਰੁੱਧ ਚਲਾਈ ਮੁਹਿੰਮ ਤਹਿਤ ਸੀ.ਆਈ.ਏ. ਬਰਨਾਲਾ ਦੀ ਟੀਮ ਨੇ ਲੁੱਟਾਂ ਖੋਹਾਂ ਕਰਨ ਵਾਲੇ ਗਿਰੋਹ ਦੇ ਮੈਂਬਰਾਂ ਨੂੰ ਕਾਬੂ ਕੀਤਾ ਹੈ। ਮੁਕੱਦਮਾ ਨੰਬਰ 139 ਮਿਤੀ 28-03-2026 ਅ/ਧ 304, 303(2) ਬੀ.ਐਨ.ਐਸ. ਥਾਣਾ ਸਿਟੀ ਬਰਨਾਲਾ ਵਿਖੇ ਦਰਜ ਕਰਕੇ ਦੋਸ਼ੀਆਂ ਪਾਸੋਂ ਖੋਹ ਕੀਤੇ ਮੋਬਾਈਲ ਫ਼ੋਨ ਅਤੇ ਮੋਟਰਸਾਈਕਲ ਬਰਾਮਦ ਕੀਤੇ ਗਏ ਹਨ। ਪੁਲਿਸ ਵੱਲੋਂ ਦੋਸ਼ੀਆਂ ਦਾ ਰਿਮਾਂਡ ਹਾਸਲ ਕਰਕੇ ਹੋਰ ਪੁੱਛਗਿੱਛ ਕੀਤੀ ਜਾ ਰਹੀ ਹੈ ਅਤੇ ਹੋਰ ਵਾਰਦਾਤਾਂ ਦੇ ਖੁਲਾਸੇ ਹੋਣ ਦੀ ਸੰਭਾਵਨਾ ਹੈ। [369,1020,534,1171]
article-kirtan [545,41,1435,536]
